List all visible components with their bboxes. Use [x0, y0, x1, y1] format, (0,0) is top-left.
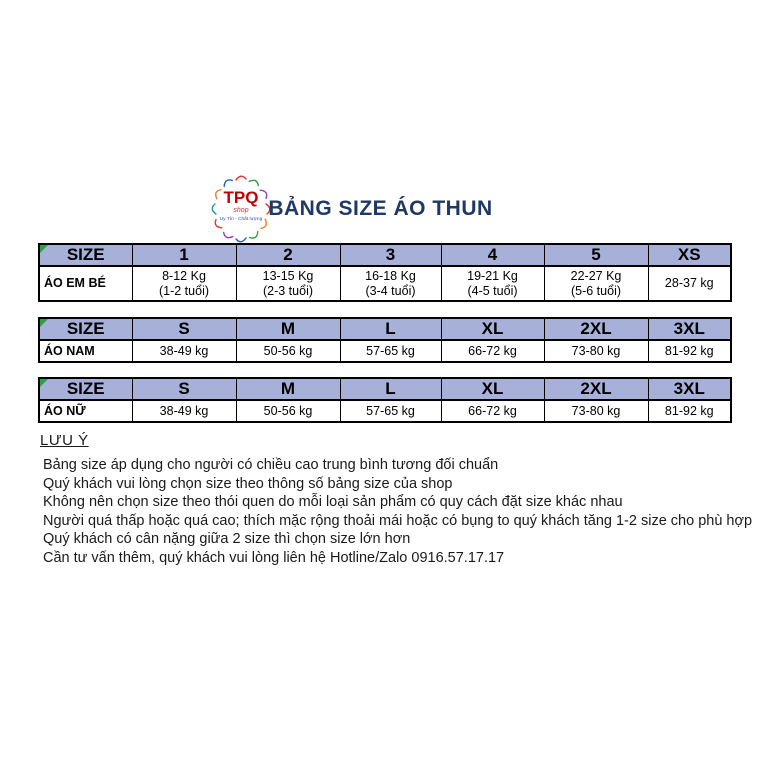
cell-age: (3-4 tuổi): [365, 283, 416, 298]
notes-heading: LƯU Ý: [40, 432, 89, 449]
col-header: L: [340, 378, 441, 400]
table-cell: 66-72 kg: [441, 400, 544, 422]
table-cell: [340, 266, 441, 301]
col-header: 3XL: [648, 318, 731, 340]
cell-weight: 8-12 Kg: [162, 268, 206, 283]
cell-weight: 16-18 Kg: [365, 268, 416, 283]
row-label: ÁO EM BÉ: [39, 266, 132, 301]
col-header-label: SIZE: [66, 319, 105, 338]
col-header: M: [236, 318, 340, 340]
col-header: 3XL: [648, 378, 731, 400]
table-cell: 73-80 kg: [544, 400, 648, 422]
table-cell: 66-72 kg: [441, 340, 544, 362]
men-size-table: [38, 317, 732, 363]
col-header-label: SIZE: [66, 245, 105, 264]
men-table-data-row: [39, 340, 731, 362]
table-cell: 57-65 kg: [340, 400, 441, 422]
cell-weight: 13-15 Kg: [262, 268, 314, 283]
col-header: 1: [132, 244, 236, 266]
table-cell: 73-80 kg: [544, 340, 648, 362]
col-header: XL: [441, 318, 544, 340]
table-cell: 50-56 kg: [236, 340, 340, 362]
corner-marker-icon: [40, 379, 48, 387]
cell-weight: 19-21 Kg: [467, 268, 518, 283]
kids-table-header-row: [39, 244, 731, 266]
table-cell: 38-49 kg: [132, 400, 236, 422]
note-line-hotline: Cần tư vấn thêm, quý khách vui lòng liên hệ Hotline/Zalo 0916.57.17.17: [43, 549, 505, 566]
table-cell: 81-92 kg: [648, 400, 731, 422]
table-cell: [544, 266, 648, 301]
cell-age: (4-5 tuổi): [467, 283, 518, 298]
note-line: Không nên chọn size theo thói quen do mỗi loại sản phẩm có quy cách đặt size khác nhau: [43, 494, 623, 510]
col-header: 4: [441, 244, 544, 266]
corner-marker-icon: [40, 245, 48, 253]
cell-age: (5-6 tuổi): [570, 283, 622, 298]
note-line: Quý khách có cân nặng giữa 2 size thì chọn size lớn hơn: [43, 531, 411, 547]
col-header: S: [132, 318, 236, 340]
row-label: ÁO NAM: [39, 340, 132, 362]
col-header: 2XL: [544, 378, 648, 400]
logo-tagline: Uy Tín - Chất lượng: [219, 216, 263, 222]
table-cell: [648, 266, 731, 301]
col-header-label: SIZE: [66, 379, 105, 398]
col-header: 2XL: [544, 318, 648, 340]
col-header: XL: [441, 378, 544, 400]
page-title: BẢNG SIZE ÁO THUN: [268, 197, 493, 220]
col-header-size: [39, 378, 132, 400]
table-cell: 57-65 kg: [340, 340, 441, 362]
notes-section: [40, 432, 752, 567]
row-label: ÁO NỮ: [39, 400, 132, 422]
note-line: Quý khách vui lòng chọn size theo thông số bảng size của shop: [43, 475, 453, 492]
col-header: 5: [544, 244, 648, 266]
col-header: S: [132, 378, 236, 400]
table-cell: [132, 266, 236, 301]
table-cell: [441, 266, 544, 301]
cell-weight: 22-27 Kg: [570, 268, 622, 283]
col-header-size: [39, 244, 132, 266]
note-line: Người quá thấp hoặc quá cao; thích mặc rộng thoải mái hoặc có bụng to quý khách tăng 1-2 size cho phù hợp: [43, 512, 753, 529]
logo-name: TPQ: [223, 188, 259, 207]
men-table-header-row: [39, 318, 731, 340]
women-table-data-row: [39, 400, 731, 422]
logo-subtitle: shop: [233, 207, 249, 214]
col-header: 3: [340, 244, 441, 266]
col-header: L: [340, 318, 441, 340]
col-header: 2: [236, 244, 340, 266]
cell-age: (1-2 tuổi): [158, 283, 210, 298]
col-header-size: [39, 318, 132, 340]
corner-marker-icon: [40, 319, 48, 327]
cell-age: (2-3 tuổi): [262, 283, 314, 298]
note-line: Bảng size áp dụng cho người có chiều cao trung bình tương đối chuẩn: [43, 457, 499, 473]
table-cell: 81-92 kg: [648, 340, 731, 362]
table-cell: 50-56 kg: [236, 400, 340, 422]
kids-table-data-row: [39, 266, 731, 301]
cell-weight: 28-37 kg: [664, 276, 714, 290]
women-size-table: [38, 377, 732, 423]
col-header: M: [236, 378, 340, 400]
table-cell: 38-49 kg: [132, 340, 236, 362]
table-cell: [236, 266, 340, 301]
col-header: XS: [648, 244, 731, 266]
kids-size-table: [38, 243, 732, 302]
women-table-header-row: [39, 378, 731, 400]
